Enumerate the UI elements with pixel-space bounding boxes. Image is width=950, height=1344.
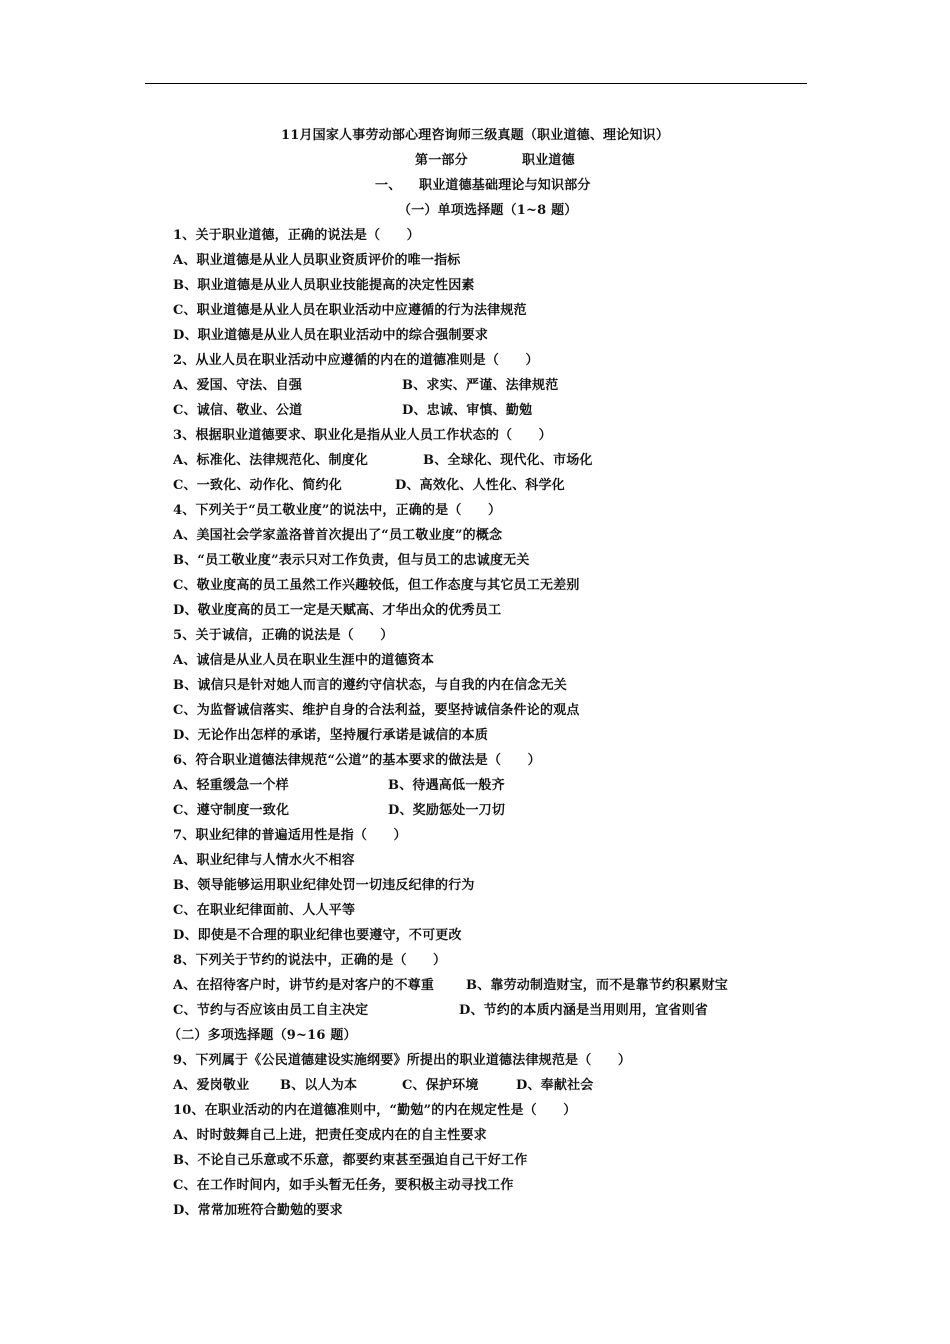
q4-option-b: B、“员工敬业度”表示只对工作负责，但与员工的忠诚度无关 [173,553,530,568]
section-number: 一、 [375,178,402,193]
q3-option-a: A、标准化、法律规范化、制度化 [173,453,369,468]
section-title: 职业道德基础理论与知识部分 [419,178,591,193]
q5-option-d: D、无论作出怎样的承诺，坚持履行承诺是诚信的本质 [173,728,489,743]
question-7: 7、职业纪律的普遍适用性是指（ ） [173,828,407,843]
question-8: 8、下列关于节约的说法中，正确的是（ ） [173,953,447,968]
q5-option-a: A、诚信是从业人员在职业生涯中的道德资本 [173,653,435,668]
q3-option-b: B、全球化、现代化、市场化 [423,453,593,468]
subsection-single-choice: （一）单项选择题（1~8 题） [398,203,578,218]
q10-option-a: A、时时鼓舞自己上进，把责任变成内在的自主性要求 [173,1128,487,1143]
q10-option-c: C、在工作时间内，如手头暂无任务，要积极主动寻找工作 [173,1178,514,1193]
q8-option-a: A、在招待客户时，讲节约是对客户的不尊重 [173,978,435,993]
question-9: 9、下列属于《公民道德建设实施纲要》所提出的职业道德法律规范是（ ） [173,1053,632,1068]
q6-option-b: B、待遇高低一般齐 [388,778,505,793]
q9-option-b: B、以人为本 [280,1078,358,1093]
q9-option-d: D、奉献社会 [516,1078,594,1093]
part-label: 第一部分 [415,153,468,168]
q8-option-b: B、靠劳动制造财宝，而不是靠节约积累财宝 [466,978,728,993]
question-2: 2、从业人员在职业活动中应遵循的内在的道德准则是（ ） [173,353,539,368]
part-name: 职业道德 [522,153,575,168]
q5-option-b: B、诚信只是针对她人而言的遵约守信状态，与自我的内在信念无关 [173,678,567,693]
q1-option-d: D、职业道德是从业人员在职业活动中的综合强制要求 [173,328,489,343]
q9-option-a: A、爱岗敬业 [173,1078,250,1093]
q1-option-b: B、职业道德是从业人员职业技能提高的决定性因素 [173,278,475,293]
q6-option-c: C、遵守制度一致化 [173,803,290,818]
q9-option-c: C、保护环境 [402,1078,479,1093]
q6-option-a: A、轻重缓急一个样 [173,778,289,793]
q4-option-d: D、敬业度高的员工一定是天赋高、才华出众的优秀员工 [173,603,502,618]
q7-option-a: A、职业纪律与人情水火不相容 [173,853,355,868]
q4-option-a: A、美国社会学家盖洛普首次提出了“员工敬业度”的概念 [173,528,503,543]
q8-option-c: C、节约与否应该由员工自主决定 [173,1003,369,1018]
question-4: 4、下列关于“员工敬业度”的说法中，正确的是（ ） [173,503,502,518]
q1-option-a: A、职业道德是从业人员职业资质评价的唯一指标 [173,253,461,268]
q1-option-c: C、职业道德是从业人员在职业活动中应遵循的行为法律规范 [173,303,527,318]
q2-option-b: B、求实、严谨、法律规范 [402,378,559,393]
q7-option-c: C、在职业纪律面前、人人平等 [173,903,356,918]
q7-option-d: D、即使是不合理的职业纪律也要遵守，不可更改 [173,928,462,943]
question-3: 3、根据职业道德要求、职业化是指从业人员工作状态的（ ） [173,428,552,443]
q8-option-d: D、节约的本质内涵是当用则用，宜省则省 [459,1003,709,1018]
q5-option-c: C、为监督诚信落实、维护自身的合法利益，要坚持诚信条件论的观点 [173,703,580,718]
q7-option-b: B、领导能够运用职业纪律处罚一切违反纪律的行为 [173,878,475,893]
question-5: 5、关于诚信，正确的说法是（ ） [173,628,394,643]
question-6: 6、符合职业道德法律规范“公道”的基本要求的做法是（ ） [173,753,541,768]
question-10: 10、在职业活动的内在道德准则中，“勤勉”的内在规定性是（ ） [173,1103,577,1118]
subsection-multiple-choice: （二）多项选择题（9~16 题） [168,1028,357,1043]
q3-option-c: C、一致化、动作化、简约化 [173,478,342,493]
q2-option-a: A、爱国、守法、自强 [173,378,303,393]
document-title: 11月国家人事劳动部心理咨询师三级真题（职业道德、理论知识） [280,128,670,143]
q3-option-d: D、高效化、人性化、科学化 [395,478,565,493]
q6-option-d: D、奖励惩处一刀切 [388,803,506,818]
q2-option-d: D、忠诚、审慎、勤勉 [402,403,533,418]
question-1: 1、关于职业道德，正确的说法是（ ） [173,228,420,243]
q10-option-b: B、不论自己乐意或不乐意，都要约束甚至强迫自己干好工作 [173,1153,528,1168]
q10-option-d: D、常常加班符合勤勉的要求 [173,1203,343,1218]
q2-option-c: C、诚信、敬业、公道 [173,403,303,418]
q4-option-c: C、敬业度高的员工虽然工作兴趣较低，但工作态度与其它员工无差别 [173,578,580,593]
header-rule [145,83,807,84]
